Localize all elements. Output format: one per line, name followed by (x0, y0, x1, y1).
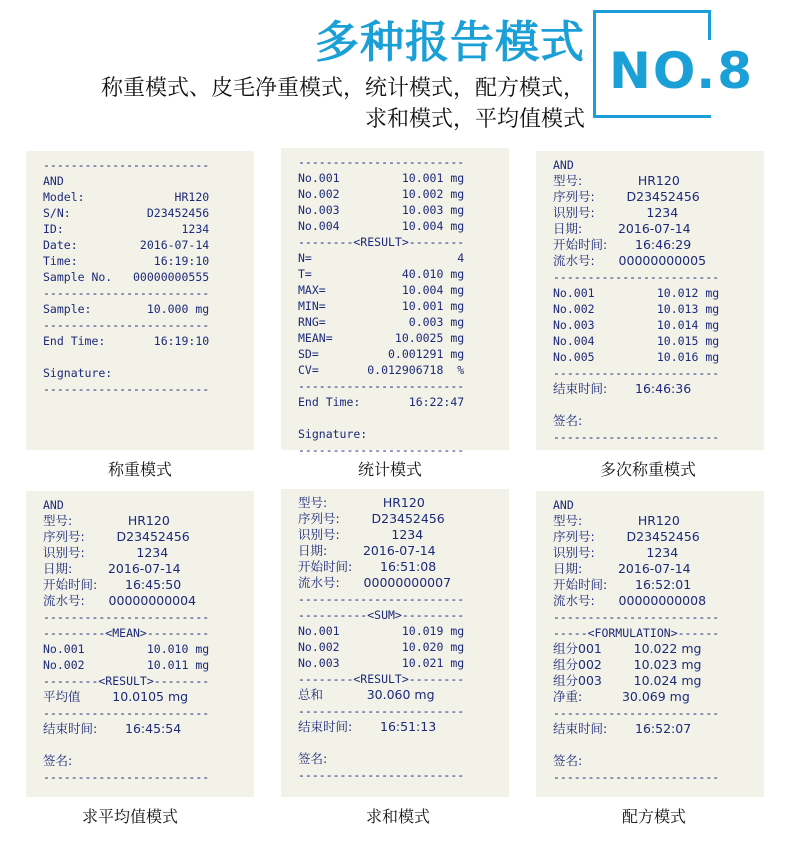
receipt-line: 日期: 2016-07-14 (553, 221, 691, 236)
badge-number: NO.8 (603, 42, 758, 100)
receipt-line: AND (43, 174, 64, 188)
receipt-line: MAX= 10.004 mg (298, 283, 465, 297)
divider: ------------------------ (553, 610, 720, 624)
receipt-line: 平均值 10.0105 mg (43, 689, 189, 704)
receipt-line: 结束时间: 16:52:07 (553, 721, 692, 736)
receipt-line: No.004 10.015 mg (553, 334, 720, 348)
receipt-line: 日期: 2016-07-14 (298, 543, 436, 558)
receipt-line: 开始时间: 16:51:08 (298, 559, 437, 574)
divider: ------------------------ (43, 382, 210, 396)
receipt-line: 签名: (43, 753, 73, 768)
receipt-line: Time: 16:19:10 (43, 254, 210, 268)
receipt-line: 签名: (553, 413, 583, 428)
receipt-line: No.003 10.021 mg (298, 656, 465, 670)
divider: ------------------------ (298, 768, 465, 782)
receipt-line: --------<RESULT>-------- (298, 672, 465, 686)
receipt-line: Sample No. 00000000555 (43, 270, 210, 284)
receipt-line: MIN= 10.001 mg (298, 299, 465, 313)
receipt-line: 组分002 10.023 mg (553, 657, 702, 672)
receipt-line: 开始时间: 16:52:01 (553, 577, 692, 592)
receipt-line: RNG= 0.003 mg (298, 315, 465, 329)
receipt-line: MEAN= 10.0025 mg (298, 331, 465, 345)
receipt-line: -----<FORMULATION>------ (553, 626, 720, 640)
receipt-line: Model: HR120 (43, 190, 210, 204)
caption-average: 求平均值模式 (81, 807, 178, 826)
receipt-line: 流水号: 00000000004 (43, 593, 197, 608)
divider: ------------------------ (43, 318, 210, 332)
receipt-line: --------<RESULT>-------- (43, 674, 210, 688)
blank-line (298, 735, 495, 751)
divider: ------------------------ (553, 430, 720, 444)
receipt-line: 日期: 2016-07-14 (553, 561, 691, 576)
receipt-line: ---------<MEAN>--------- (43, 626, 210, 640)
divider: ------------------------ (553, 366, 720, 380)
receipt-line: No.001 10.010 mg (43, 642, 210, 656)
blank-line (298, 410, 495, 426)
divider: ------------------------ (43, 770, 210, 784)
receipt-line: No.003 10.003 mg (298, 203, 465, 217)
badge-border-left (593, 10, 596, 118)
receipt-line: N= 4 (298, 251, 465, 265)
receipt-line: AND (553, 498, 574, 512)
receipt-line: No.001 10.001 mg (298, 171, 465, 185)
receipt-line: No.002 10.002 mg (298, 187, 465, 201)
receipt-line: 序列号: D23452456 (43, 529, 190, 544)
receipt-line: 识别号: 1234 (553, 205, 679, 220)
receipt-weighing (26, 151, 254, 450)
receipt-line: No.004 10.004 mg (298, 219, 465, 233)
divider: ------------------------ (43, 286, 210, 300)
receipt-line: 序列号: D23452456 (298, 511, 445, 526)
receipt-line: No.001 10.019 mg (298, 624, 465, 638)
receipt-line: 结束时间: 16:45:54 (43, 721, 182, 736)
caption-statistics: 统计模式 (357, 460, 422, 479)
badge-border-top (593, 10, 711, 13)
receipt-line: No.001 10.012 mg (553, 286, 720, 300)
divider: ------------------------ (553, 770, 720, 784)
receipt-line: 开始时间: 16:46:29 (553, 237, 692, 252)
receipt-line: Sample: 10.000 mg (43, 302, 210, 316)
divider: ------------------------ (298, 379, 465, 393)
receipt-line: 签名: (553, 753, 583, 768)
receipt-line: 识别号: 1234 (298, 527, 424, 542)
receipt-line: Signature: (43, 366, 113, 380)
badge-border-bottom (593, 115, 711, 118)
receipt-line: 总和 30.060 mg (298, 687, 435, 702)
page-title: 多种报告模式 (315, 17, 585, 68)
receipt-line: ID: 1234 (43, 222, 210, 236)
blank-line (43, 737, 240, 753)
subtitle-line-2: 求和模式，平均值模式 (364, 107, 585, 132)
divider: ------------------------ (298, 443, 465, 457)
receipt-line: No.005 10.016 mg (553, 350, 720, 364)
divider: ------------------------ (43, 706, 210, 720)
receipt-line: CV= 0.012906718 % (298, 363, 465, 377)
receipt-line: S/N: D23452456 (43, 206, 210, 220)
blank-line (43, 349, 240, 365)
receipt-line: 识别号: 1234 (43, 545, 169, 560)
caption-formulation: 配方模式 (621, 807, 686, 826)
receipt-line: No.002 10.020 mg (298, 640, 465, 654)
receipt-line: 序列号: D23452456 (553, 189, 700, 204)
receipt-line: 结束时间: 16:51:13 (298, 719, 437, 734)
receipt-line: 组分001 10.022 mg (553, 641, 702, 656)
receipt-line: AND (43, 498, 64, 512)
blank-line (553, 737, 750, 753)
divider: ------------------------ (298, 155, 465, 169)
receipt-sum (281, 489, 509, 797)
receipt-line: 开始时间: 16:45:50 (43, 577, 182, 592)
receipt-line: AND (553, 158, 574, 172)
receipt-line: 型号: HR120 (553, 513, 680, 528)
receipt-multi-weighing (536, 151, 764, 450)
receipt-line: 签名: (298, 751, 328, 766)
divider: ------------------------ (553, 706, 720, 720)
receipt-line: 组分003 10.024 mg (553, 673, 702, 688)
receipt-line: 序列号: D23452456 (553, 529, 700, 544)
receipt-line: 日期: 2016-07-14 (43, 561, 181, 576)
caption-weighing: 称重模式 (107, 460, 172, 479)
receipt-line: 流水号: 00000000008 (553, 593, 707, 608)
receipt-line: SD= 0.001291 mg (298, 347, 465, 361)
divider: ------------------------ (298, 592, 465, 606)
receipt-line: ----------<SUM>--------- (298, 608, 465, 622)
divider: ------------------------ (298, 704, 465, 718)
receipt-line: 型号: HR120 (43, 513, 170, 528)
blank-line (553, 397, 750, 413)
receipt-line: 型号: HR120 (298, 495, 425, 510)
receipt-formulation (536, 491, 764, 797)
receipt-line: 识别号: 1234 (553, 545, 679, 560)
badge-border-right (708, 10, 711, 40)
subtitle-line-1: 称重模式、皮毛净重模式，统计模式，配方模式， (100, 76, 585, 101)
receipt-line: T= 40.010 mg (298, 267, 465, 281)
receipt-line: --------<RESULT>-------- (298, 235, 465, 249)
subtitle (0, 73, 585, 135)
receipt-average (26, 491, 254, 797)
caption-multi-weighing: 多次称重模式 (599, 460, 696, 479)
receipt-line: Date: 2016-07-14 (43, 238, 210, 252)
receipt-line: 结束时间: 16:46:36 (553, 381, 692, 396)
receipt-line: 净重: 30.069 mg (553, 689, 690, 704)
receipt-line: 型号: HR120 (553, 173, 680, 188)
receipt-line: No.002 10.011 mg (43, 658, 210, 672)
divider: ------------------------ (43, 610, 210, 624)
receipt-line: 流水号: 00000000005 (553, 253, 707, 268)
receipt-line: End Time: 16:22:47 (298, 395, 465, 409)
divider: ------------------------ (553, 270, 720, 284)
receipt-line: 流水号: 00000000007 (298, 575, 452, 590)
receipt-line: No.002 10.013 mg (553, 302, 720, 316)
receipt-statistics (281, 148, 509, 457)
receipt-line: End Time: 16:19:10 (43, 334, 210, 348)
receipt-line: No.003 10.014 mg (553, 318, 720, 332)
receipt-line: Signature: (298, 427, 368, 441)
caption-sum: 求和模式 (365, 807, 430, 826)
divider: ------------------------ (43, 158, 210, 172)
